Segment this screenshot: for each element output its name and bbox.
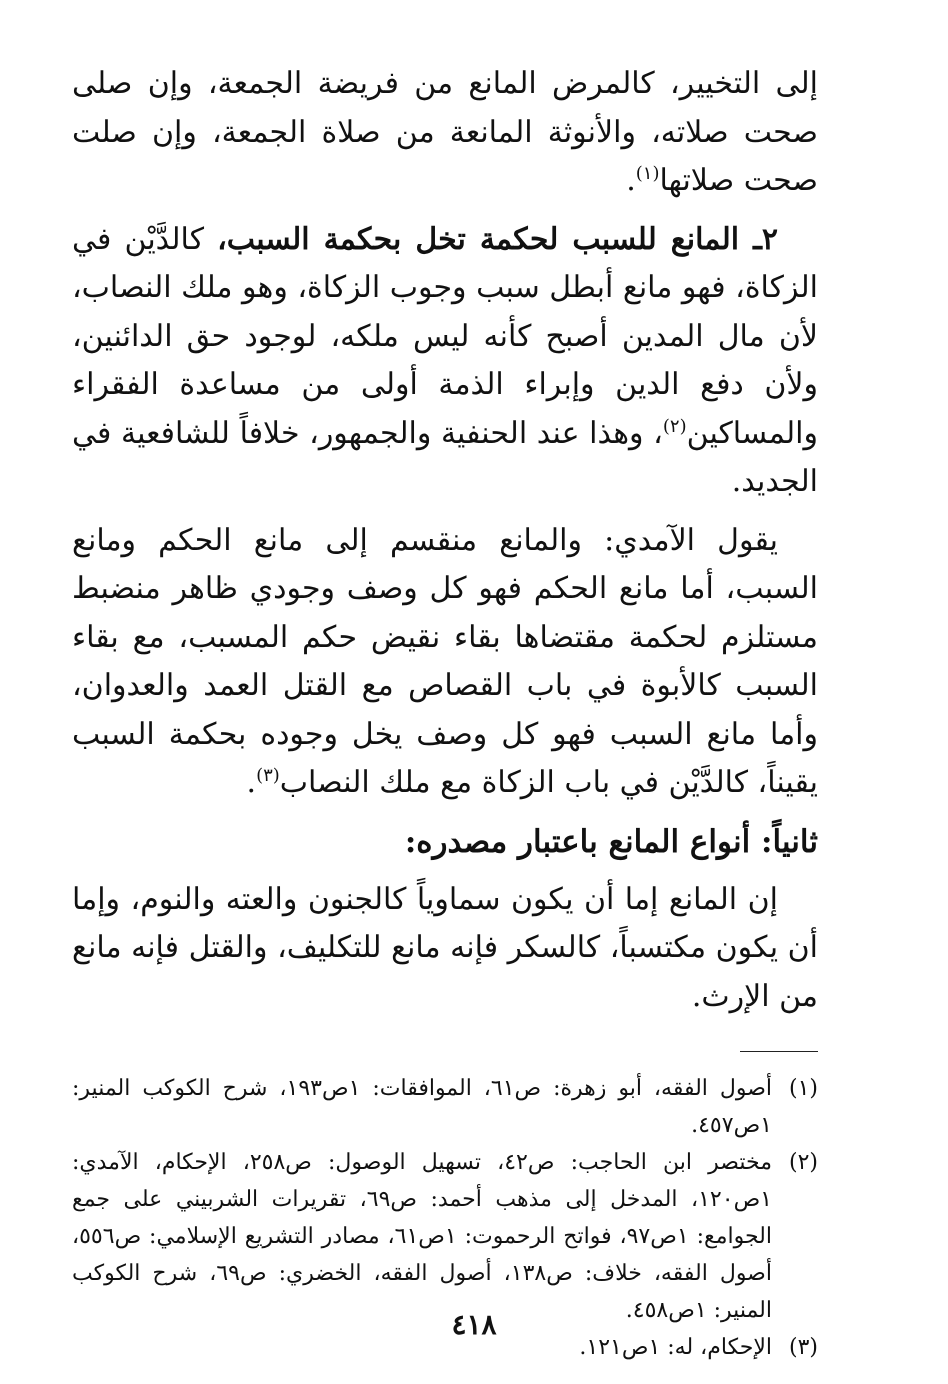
footnote-ref-1[interactable]: (١) <box>635 163 660 184</box>
footnote-number: (٢) <box>788 1150 818 1175</box>
footnote-text: الإحكام، له: ١ص١٢١. <box>579 1335 772 1360</box>
paragraph-1-end: . <box>626 163 636 198</box>
paragraph-3-end: . <box>246 765 257 800</box>
footnote-separator <box>740 1051 818 1052</box>
paragraph-1-text: إلى التخيير، كالمرض المانع من فريضة الجمعة، وإن صلى صحت صلاته، والأنوثة المانعة من صلاة الجمعة، وإن صلت صحت صلاتها <box>72 66 818 198</box>
section-heading: ثانياً: أنواع المانع باعتبار مصدره: <box>404 823 818 860</box>
footnote-text: أصول الفقه، أبو زهرة: ص٦١، الموافقات: ١ص١٩٣، شرح الكوكب المنير: ١ص٤٥٧. <box>72 1076 772 1138</box>
footnote-2 <box>72 1144 818 1329</box>
footnote-text: مختصر ابن الحاجب: ص٤٢، تسهيل الوصول: ص٢٥٨، الإحكام، الآمدي: ١ص١٢٠، المدخل إلى مذهب أحمد: ص٦٩، تقريرات الشربيني على جمع الجوامع: ١ص٩٧، فواتح الرحموت: ١ص٦١، مصادر التشريع الإسلامي: ص٥٥٦، أصول الفقه، خلاف: ص١٣٨، أصول الفقه، الخضري: ص٦٩، شرح الكوكب المنير: ١ص٤٥٨. <box>72 1150 772 1323</box>
footnote-ref-2[interactable]: (٢) <box>662 415 687 437</box>
page-number: ٤١٨ <box>451 1308 497 1341</box>
paragraph-4: إن المانع إما أن يكون سماوياً كالجنون والعته والنوم، وإما أن يكون مكتسباً، كالسكر فإنه مانع للتكليف، والقتل فإنه مانع من الإرث. <box>72 881 818 1014</box>
paragraph-1 <box>72 60 818 206</box>
paragraph-3-text: يقول الآمدي: والمانع منقسم إلى مانع الحكم ومانع السبب، أما مانع الحكم فهو كل وصف وجودي ظاهر منضبط مستلزم لحكمة مقتضاها بقاء نقيض حكم المسبب، مع بقاء السبب كالأبوة في باب القصاص مع القتل العمد والعدوان، وأما مانع السبب فهو كل وصف يخل وجوده بحكمة السبب يقيناً، كالدَّيْن في باب الزكاة مع ملك النصاب <box>72 522 818 800</box>
paragraph-2-end: ، وهذا عند الحنفية والجمهور، خلافاً للشافعية في الجديد. <box>72 415 818 499</box>
paragraph-2-text: كالدَّيْن في الزكاة، فهو مانع أبطل سبب وجوب الزكاة، وهو ملك النصاب، لأن مال المدين أصبح كأنه ليس ملكه، لوجود حق الدائنين، ولأن دفع الدين وإبراء الذمة أولى من مساعدة الفقراء والمساكين <box>72 221 818 451</box>
paragraph-2 <box>72 216 818 507</box>
paragraph-3 <box>72 517 818 808</box>
paragraph-2-bold: ٢ـ المانع للسبب لحكمة تخل بحكمة السبب، <box>217 221 779 257</box>
footnote-number: (١) <box>788 1076 818 1101</box>
page-body <box>72 60 818 1366</box>
footnote-ref-3[interactable]: (٣) <box>256 765 280 786</box>
footnote-number: (٣) <box>788 1335 818 1360</box>
footnote-1 <box>72 1070 818 1144</box>
